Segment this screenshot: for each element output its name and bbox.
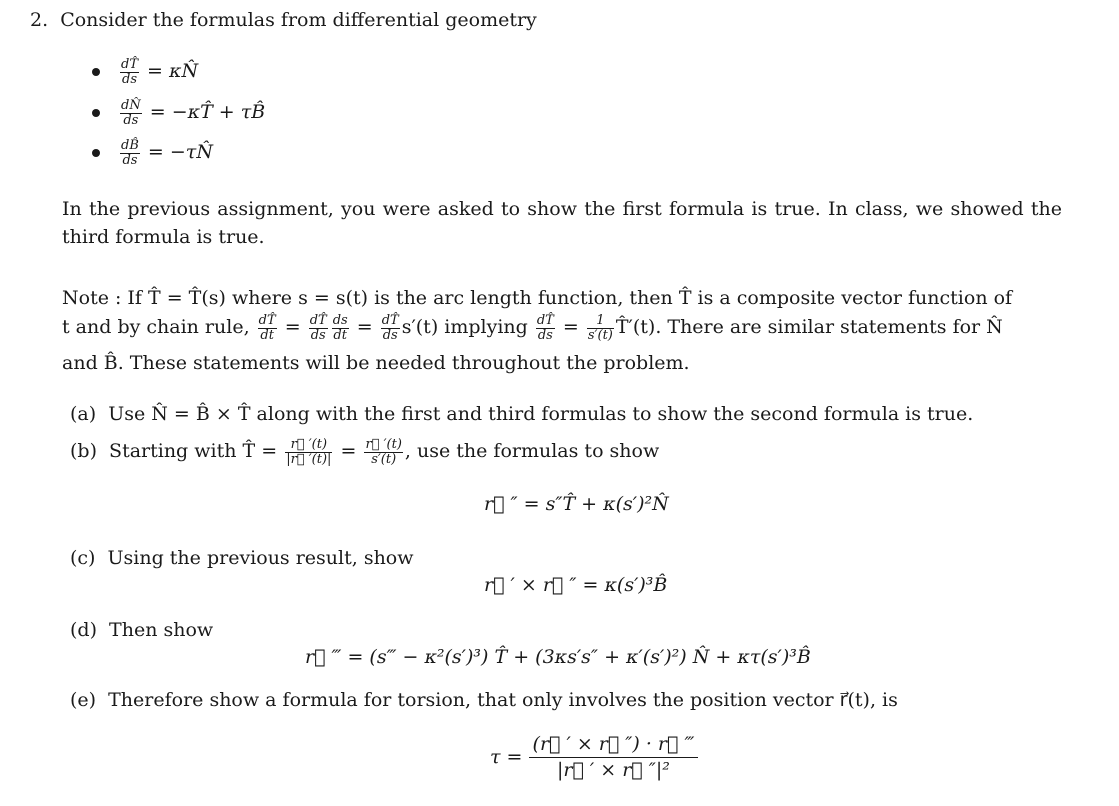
frac-numerator: (r⃗ ′ × r⃗ ″) · r⃗ ‴ [529,732,699,758]
part-a [70,402,973,427]
part-label: (c) [70,547,96,569]
note-fraction [258,314,277,342]
formula-fraction [120,139,140,167]
part-label: (d) [70,619,97,641]
frac-denominator: ds [122,152,138,168]
part-fraction [285,438,332,466]
part-label: (b) [70,440,97,463]
torsion-fraction [529,732,699,782]
formula-fraction [120,99,142,127]
display-equation-c: r⃗ ′ × r⃗ ″ = κ(s′)³B̂ [484,574,668,596]
note-text: T̂′(t). There are similar statements for N̂ [615,316,1003,339]
display-equation-d: r⃗ ‴ = (s‴ − κ²(s′)³) T̂ + (3κs′s″ + κ′(s′)²) N̂ + κτ(s′)³B̂ [305,646,811,668]
bullet-icon [92,68,100,76]
frac-numerator: r⃗ ′(t) [365,437,402,452]
equals-sign: = [340,440,357,463]
torsion-lhs: τ = [490,745,523,768]
equals-sign: = [284,316,301,339]
display-equation-b: r⃗ ″ = s″T̂ + κ(s′)²N̂ [484,493,669,515]
frac-numerator: dT̂ [309,313,327,328]
part-text: Using the previous result, show [107,547,414,569]
display-equation-e [490,732,698,782]
note-fraction [332,314,349,342]
frac-numerator: 1 [587,314,614,329]
note-line-2 [62,314,1003,342]
frac-numerator: dT̂ [121,57,138,72]
frac-denominator: |r⃗ ′(t)| [286,451,332,467]
formula-rhs: = −τN̂ [147,141,213,164]
frac-denominator: ds [123,112,139,128]
part-text: Then show [109,619,214,641]
note-fraction [309,314,328,342]
frac-numerator: dN̂ [121,98,141,113]
formula-fraction [120,58,139,86]
part-text: Starting with T̂ = [109,440,278,463]
note-line-1: Note : If T̂ = T̂(s) where s = s(t) is the arc length function, then T̂ is a composite vector function of [62,287,1013,309]
problem-title: Consider the formulas from differential geometry [60,9,537,31]
formula-rhs: = −κT̂ + τB̂ [149,101,266,124]
frac-numerator: dB̂ [121,138,139,153]
note-text: s′(t) implying [401,316,528,339]
part-c [70,546,414,571]
frac-numerator: r⃗ ′(t) [285,438,332,453]
part-b [70,438,659,466]
frac-denominator: ds [122,71,137,87]
frac-numerator: dT̂ [536,313,554,328]
frac-denominator: |r⃗ ′ × r⃗ ″|² [556,758,670,781]
frac-denominator: ds [310,327,326,343]
part-d [70,618,213,643]
frac-denominator: dt [333,327,347,343]
intro-paragraph: In the previous assignment, you were asked to show the first formula is true. In class, we showed the third formula is true. [62,198,1062,248]
note-fraction [536,314,555,342]
part-label: (e) [70,689,97,711]
frac-denominator: s′(t) [587,327,613,343]
frac-numerator: ds [332,313,348,328]
frac-denominator: s′(t) [371,451,397,467]
bullet-icon [92,109,100,117]
part-text: Therefore show a formula for torsion, that only involves the position vector r⃗(t), is [108,689,898,711]
bullet-icon [92,149,100,157]
formula-item [92,139,213,167]
problem-number: 2. [30,9,49,31]
equals-sign: = [356,316,373,339]
formula-item [92,58,198,86]
part-fraction [364,438,402,466]
frac-denominator: ds [382,327,398,343]
note-fraction [587,314,614,342]
formula-rhs: = κN̂ [147,60,199,83]
note-fraction [381,314,400,342]
frac-denominator: ds [537,327,553,343]
note-text: t and by chain rule, [62,316,250,339]
part-text: Use N̂ = B̂ × T̂ along with the first and third formulas to show the second formula is true. [108,403,974,425]
frac-numerator: dT̂ [258,313,276,328]
part-text: , use the formulas to show [404,440,660,463]
part-e [70,688,898,713]
frac-denominator: dt [260,327,274,343]
formula-item [92,99,265,127]
note-line-3: and B̂. These statements will be needed throughout the problem. [62,352,690,374]
equals-sign: = [562,316,579,339]
part-label: (a) [70,403,97,425]
problem-heading [30,8,537,33]
frac-numerator: dT̂ [381,313,399,328]
